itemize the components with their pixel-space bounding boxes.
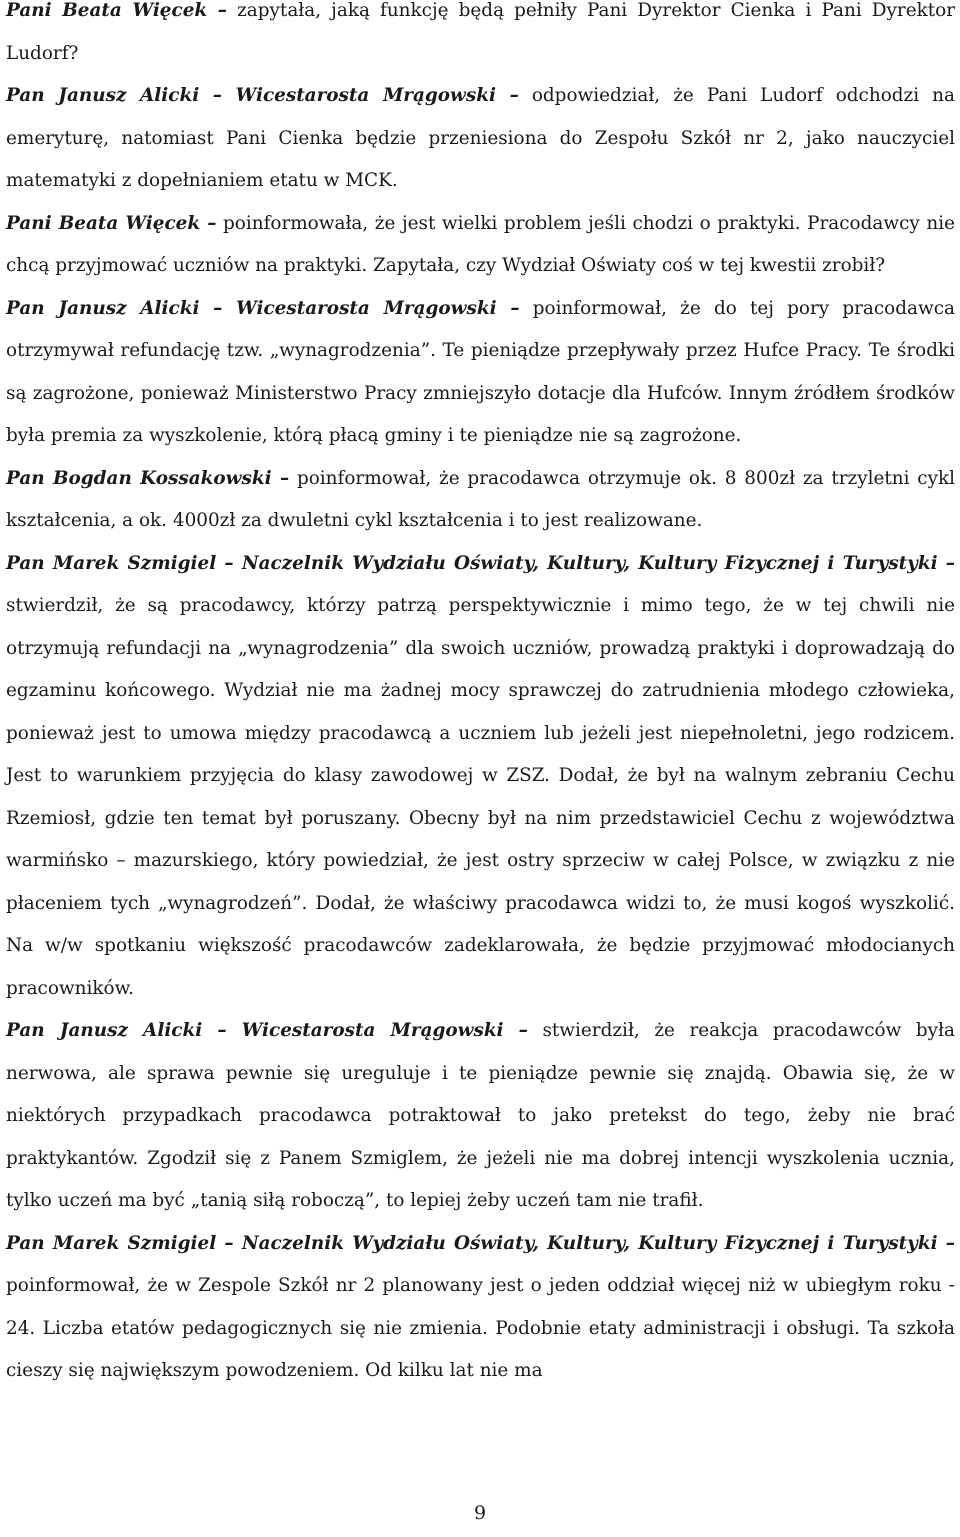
paragraph-text: poinformował, że do tej pory pracodawca otrzymywał refundację tzw. „wynagrodzenia”. Te pieniądze przepływały przez Hufce Pracy. Te środki są zagrożone, ponieważ Ministerstwo Pracy zmniejszyło dotacje dla Hufców. Innym źródłem środków była premia za wyszkolenie, którą płacą gminy i te pieniądze nie są zagrożone. [6, 297, 955, 446]
paragraph-text: stwierdził, że są pracodawcy, którzy patrzą perspektywicznie i mimo tego, że w tej chwili nie otrzymują refundacji na „wynagrodzenia” dla swoich uczniów, prowadzą praktyki i doprowadzają do egzaminu końcowego. Wydział nie ma żadnej mocy sprawczej do zatrudnienia młodego człowieka, ponieważ jest to umowa między pracodawcą a uczniem lub jeżeli jest niepełnoletni, jego rodzicem. Jest to warunkiem przyjęcia do klasy zawodowej w ZSZ. Dodał, że był na walnym zebraniu Cechu Rzemiosł, gdzie ten temat był poruszany. Obecny był na nim przedstawiciel Cechu z województwa warmińsko – mazurskiego, który powiedział, że jest ostry sprzeciw w całej Polsce, w związku z nie płaceniem tych „wynagrodzeń”. Dodał, że właściwy pracodawca widzi to, że musi kogoś wyszkolić. Na w/w spotkaniu większość pracodawców zadeklarowała, że będzie przyjmować młodocianych pracowników. [6, 595, 955, 999]
speaker-name: Pan Marek Szmigiel – Naczelnik Wydziału Oświaty, Kultury, Kultury Fizycznej i Turystyki – [6, 1232, 955, 1254]
paragraph-6 [6, 543, 955, 1011]
speaker-name: Pan Janusz Alicki – Wicestarosta Mrągowski – [6, 85, 519, 106]
speaker-name: Pani Beata Więcek – [6, 212, 217, 234]
paragraph-2 [6, 75, 955, 203]
paragraph-7 [6, 1010, 955, 1223]
paragraph-text: stwierdził, że reakcja pracodawców była nerwowa, ale sprawa pewnie się ureguluje i te pieniądze pewnie się znajdą. Obawia się, że w niektórych przypadkach pracodawca potraktował to jako pretekst do tego, żeby nie brać praktykantów. Zgodził się z Panem Szmiglem, że jeżeli nie ma dobrej intencji wyszkolenia ucznia, tylko uczeń ma być „tanią siłą roboczą”, to lepiej żeby uczeń tam nie trafił. [6, 1020, 955, 1211]
paragraph-8 [6, 1223, 955, 1393]
page-number: 9 [473, 1502, 487, 1524]
paragraph-4 [6, 288, 955, 458]
speaker-name: Pan Janusz Alicki – Wicestarosta Mrągowski – [6, 297, 520, 319]
paragraph-5 [6, 458, 955, 543]
paragraph-text: odpowiedział, że Pani Ludorf odchodzi na emeryturę, natomiast Pani Cienka będzie przeniesiona do Zespołu Szkół nr 2, jako nauczyciel matematyki z dopełnianiem etatu w MCK. [6, 85, 955, 191]
speaker-name: Pan Marek Szmigiel – Naczelnik Wydziału Oświaty, Kultury, Kultury Fizycznej i Turystyki – [6, 552, 955, 574]
paragraph-text: poinformował, że w Zespole Szkół nr 2 planowany jest o jeden oddział więcej niż w ubiegłym roku - 24. Liczba etatów pedagogicznych się nie zmienia. Podobnie etaty administracji i obsługi. Ta szkoła cieszy się największym powodzeniem. Od kilku lat nie ma [6, 1275, 955, 1381]
paragraph-text: poinformowała, że jest wielki problem jeśli chodzi o praktyki. Pracodawcy nie chcą przyjmować uczniów na praktyki. Zapytała, czy Wydział Oświaty coś w tej kwestii zrobił? [6, 212, 955, 276]
paragraph-1 [6, 0, 955, 75]
speaker-name: Pan Bogdan Kossakowski – [6, 467, 290, 489]
speaker-name: Pani Beata Więcek – [6, 0, 228, 21]
paragraph-text: zapytała, jaką funkcję będą pełniły Pani Dyrektor Cienka i Pani Dyrektor Ludorf? [6, 0, 956, 64]
paragraph-text: poinformował, że pracodawca otrzymuje ok. 8 800zł za trzyletni cykl kształcenia, a ok. 4000zł za dwuletni cykl kształcenia i to jest realizowane. [6, 467, 955, 531]
document-body [6, 0, 955, 1393]
speaker-name: Pan Janusz Alicki – Wicestarosta Mrągowski – [6, 1020, 528, 1041]
paragraph-3 [6, 203, 955, 288]
